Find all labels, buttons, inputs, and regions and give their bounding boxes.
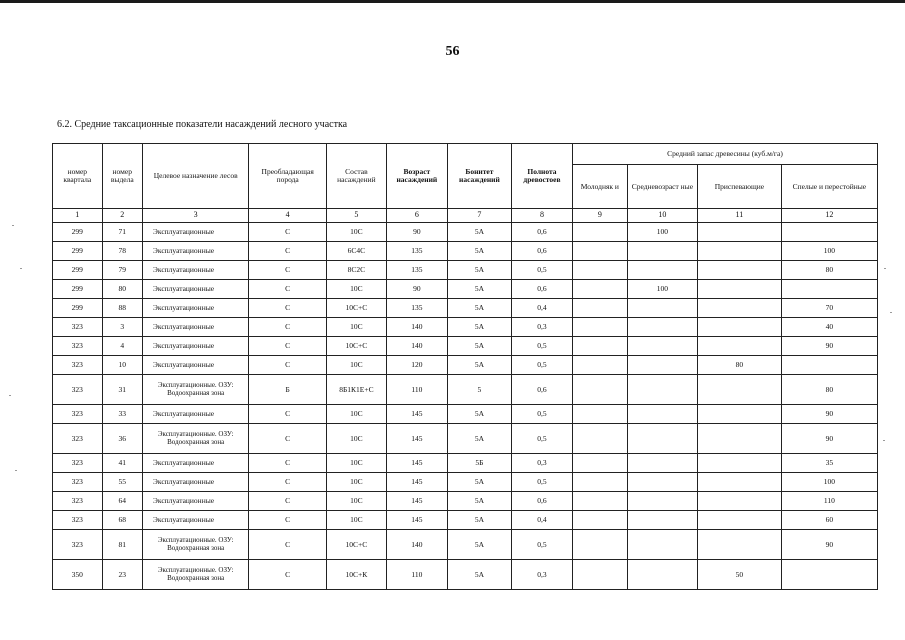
cell-stock-maturing [698,424,782,454]
cell-stock-young [572,261,627,280]
header-middle-aged: Средневозраст ные [627,165,697,209]
scan-speck [15,470,17,471]
header-breed: Преобладающая порода [249,144,327,209]
cell-stock-middle-aged [627,454,697,473]
cell-density: 0,6 [511,242,572,261]
cell-vydel: 3 [102,318,142,337]
cell-stock-mature: 35 [781,454,877,473]
scan-speck [884,268,886,269]
cell-breed: С [249,492,327,511]
table-row [53,492,878,511]
cell-bonitet: 5А [447,424,511,454]
cell-age: 145 [386,473,447,492]
cell-kvartal: 323 [53,405,103,424]
cell-bonitet: 5А [447,318,511,337]
cell-bonitet: 5А [447,280,511,299]
cell-breed: С [249,280,327,299]
cell-stock-maturing [698,492,782,511]
cell-composition: 10С [326,473,386,492]
table-row [53,454,878,473]
cell-stock-middle-aged [627,356,697,375]
cell-stock-young [572,280,627,299]
scan-speck [9,395,11,396]
column-number: 8 [511,209,572,223]
cell-stock-maturing [698,261,782,280]
cell-bonitet: 5А [447,473,511,492]
cell-kvartal: 323 [53,375,103,405]
cell-stock-maturing [698,242,782,261]
cell-stock-maturing [698,299,782,318]
cell-purpose: Эксплуатационные [142,242,248,261]
cell-purpose: Эксплуатационные [142,280,248,299]
cell-composition: 10С [326,454,386,473]
table-row [53,530,878,560]
cell-purpose: Эксплуатационные [142,337,248,356]
cell-breed: С [249,424,327,454]
cell-density: 0,5 [511,405,572,424]
cell-kvartal: 323 [53,424,103,454]
cell-stock-mature [781,560,877,590]
cell-composition: 10С [326,492,386,511]
column-number: 6 [386,209,447,223]
table-row [53,318,878,337]
column-number: 12 [781,209,877,223]
cell-density: 0,3 [511,454,572,473]
cell-stock-middle-aged [627,318,697,337]
table-row [53,223,878,242]
cell-vydel: 68 [102,511,142,530]
cell-vydel: 64 [102,492,142,511]
cell-stock-maturing [698,280,782,299]
column-number: 2 [102,209,142,223]
cell-stock-young [572,424,627,454]
cell-composition: 10С [326,424,386,454]
cell-purpose: Эксплуатационные [142,318,248,337]
header-stock-group: Средний запас древесины (куб.м/га) [572,144,877,165]
cell-kvartal: 350 [53,560,103,590]
cell-kvartal: 299 [53,261,103,280]
cell-kvartal: 323 [53,356,103,375]
cell-stock-maturing: 80 [698,356,782,375]
cell-purpose: Эксплуатационные [142,223,248,242]
table-body [53,223,878,590]
cell-stock-young [572,405,627,424]
cell-density: 0,3 [511,560,572,590]
cell-breed: С [249,473,327,492]
column-number: 9 [572,209,627,223]
cell-stock-mature [781,280,877,299]
taxation-table [52,143,878,590]
cell-stock-middle-aged [627,405,697,424]
cell-age: 135 [386,299,447,318]
cell-bonitet: 5А [447,337,511,356]
cell-density: 0,5 [511,337,572,356]
column-number: 3 [142,209,248,223]
cell-breed: С [249,356,327,375]
cell-kvartal: 323 [53,318,103,337]
cell-stock-young [572,242,627,261]
top-border-line [0,0,905,3]
cell-stock-middle-aged [627,530,697,560]
cell-stock-mature [781,356,877,375]
cell-stock-mature: 100 [781,473,877,492]
cell-density: 0,3 [511,318,572,337]
cell-purpose: Эксплуатационные [142,492,248,511]
cell-age: 145 [386,424,447,454]
table-row [53,375,878,405]
cell-vydel: 80 [102,280,142,299]
cell-purpose: Эксплуатационные [142,473,248,492]
cell-composition: 10С [326,356,386,375]
column-number: 5 [326,209,386,223]
scan-speck [20,268,22,269]
cell-breed: С [249,318,327,337]
cell-breed: С [249,530,327,560]
cell-stock-mature: 60 [781,511,877,530]
cell-stock-young [572,473,627,492]
cell-stock-middle-aged [627,337,697,356]
cell-density: 0,6 [511,375,572,405]
table-row [53,242,878,261]
cell-vydel: 81 [102,530,142,560]
header-bonitet: Бонитет насаждений [447,144,511,209]
cell-breed: С [249,299,327,318]
cell-vydel: 88 [102,299,142,318]
cell-age: 145 [386,454,447,473]
cell-vydel: 31 [102,375,142,405]
cell-stock-middle-aged [627,492,697,511]
page-number: 56 [445,44,460,59]
cell-stock-young [572,492,627,511]
cell-density: 0,4 [511,299,572,318]
table-row [53,405,878,424]
cell-composition: 8С2С [326,261,386,280]
table-row [53,299,878,318]
cell-composition: 8Б1К1Е+С [326,375,386,405]
cell-density: 0,5 [511,356,572,375]
cell-purpose: Эксплуатационные. ОЗУ: Водоохранная зона [142,375,248,405]
cell-bonitet: 5А [447,242,511,261]
cell-stock-mature: 80 [781,375,877,405]
cell-stock-mature: 90 [781,530,877,560]
cell-stock-mature: 70 [781,299,877,318]
cell-bonitet: 5А [447,223,511,242]
cell-bonitet: 5А [447,356,511,375]
cell-bonitet: 5А [447,560,511,590]
cell-stock-mature [781,223,877,242]
cell-composition: 10С+С [326,337,386,356]
cell-stock-young [572,511,627,530]
scan-speck [12,225,14,226]
cell-composition: 10С [326,405,386,424]
cell-stock-maturing [698,405,782,424]
cell-stock-maturing [698,223,782,242]
cell-kvartal: 323 [53,454,103,473]
header-mature: Спелые и перестойные [781,165,877,209]
cell-density: 0,5 [511,424,572,454]
cell-vydel: 33 [102,405,142,424]
cell-stock-maturing [698,530,782,560]
cell-kvartal: 323 [53,530,103,560]
cell-stock-young [572,530,627,560]
cell-composition: 6С4С [326,242,386,261]
header-young: Молодняк и [572,165,627,209]
cell-density: 0,6 [511,492,572,511]
cell-stock-young [572,375,627,405]
header-density: Полнота древостоев [511,144,572,209]
cell-composition: 10С+С [326,299,386,318]
table-row [53,424,878,454]
cell-vydel: 55 [102,473,142,492]
cell-composition: 10С [326,318,386,337]
cell-composition: 10С+К [326,560,386,590]
cell-vydel: 41 [102,454,142,473]
cell-purpose: Эксплуатационные [142,511,248,530]
cell-bonitet: 5 [447,375,511,405]
cell-kvartal: 323 [53,473,103,492]
header-kvartal: номер квартала [53,144,103,209]
cell-stock-mature: 90 [781,337,877,356]
cell-purpose: Эксплуатационные [142,454,248,473]
scan-speck [890,312,892,313]
cell-kvartal: 323 [53,492,103,511]
cell-breed: С [249,223,327,242]
cell-vydel: 10 [102,356,142,375]
column-number: 7 [447,209,511,223]
cell-vydel: 79 [102,261,142,280]
column-number-row [53,209,878,223]
scan-speck [883,440,885,441]
cell-age: 110 [386,375,447,405]
cell-stock-young [572,299,627,318]
cell-kvartal: 299 [53,280,103,299]
cell-composition: 10С [326,280,386,299]
cell-kvartal: 299 [53,223,103,242]
cell-stock-maturing [698,318,782,337]
cell-density: 0,5 [511,261,572,280]
table-row [53,280,878,299]
cell-stock-middle-aged [627,242,697,261]
cell-breed: С [249,337,327,356]
cell-density: 0,4 [511,511,572,530]
cell-stock-young [572,356,627,375]
cell-age: 120 [386,356,447,375]
cell-stock-middle-aged: 100 [627,223,697,242]
cell-breed: С [249,511,327,530]
cell-age: 135 [386,242,447,261]
cell-bonitet: 5А [447,492,511,511]
table-row [53,337,878,356]
cell-stock-middle-aged [627,424,697,454]
cell-stock-maturing [698,473,782,492]
table-row [53,560,878,590]
cell-stock-mature: 90 [781,405,877,424]
cell-density: 0,5 [511,530,572,560]
cell-stock-middle-aged [627,375,697,405]
cell-stock-mature: 100 [781,242,877,261]
cell-vydel: 23 [102,560,142,590]
cell-breed: С [249,242,327,261]
cell-vydel: 4 [102,337,142,356]
cell-stock-maturing: 50 [698,560,782,590]
cell-purpose: Эксплуатационные [142,261,248,280]
cell-kvartal: 299 [53,299,103,318]
cell-age: 140 [386,530,447,560]
cell-stock-maturing [698,511,782,530]
table-row [53,473,878,492]
cell-bonitet: 5А [447,299,511,318]
cell-composition: 10С [326,223,386,242]
cell-stock-middle-aged: 100 [627,280,697,299]
cell-breed: Б [249,375,327,405]
cell-stock-middle-aged [627,261,697,280]
cell-purpose: Эксплуатационные. ОЗУ: Водоохранная зона [142,560,248,590]
cell-stock-mature: 90 [781,424,877,454]
table-row [53,261,878,280]
cell-breed: С [249,560,327,590]
cell-vydel: 36 [102,424,142,454]
cell-composition: 10С+С [326,530,386,560]
cell-density: 0,5 [511,473,572,492]
cell-stock-middle-aged [627,511,697,530]
cell-vydel: 78 [102,242,142,261]
cell-stock-young [572,223,627,242]
cell-stock-young [572,560,627,590]
header-maturing: Приспевающие [698,165,782,209]
cell-density: 0,6 [511,280,572,299]
cell-stock-mature: 110 [781,492,877,511]
cell-bonitet: 5А [447,530,511,560]
cell-stock-middle-aged [627,560,697,590]
column-number: 10 [627,209,697,223]
header-composition: Состав насаждений [326,144,386,209]
cell-stock-young [572,337,627,356]
cell-stock-mature: 80 [781,261,877,280]
table-row [53,356,878,375]
cell-bonitet: 5Б [447,454,511,473]
cell-stock-mature: 40 [781,318,877,337]
cell-stock-middle-aged [627,473,697,492]
cell-stock-middle-aged [627,299,697,318]
header-vydel: номер выдела [102,144,142,209]
cell-age: 110 [386,560,447,590]
cell-age: 145 [386,511,447,530]
cell-bonitet: 5А [447,405,511,424]
cell-breed: С [249,405,327,424]
cell-breed: С [249,454,327,473]
cell-breed: С [249,261,327,280]
cell-bonitet: 5А [447,511,511,530]
cell-age: 140 [386,337,447,356]
cell-purpose: Эксплуатационные. ОЗУ: Водоохранная зона [142,530,248,560]
cell-age: 140 [386,318,447,337]
cell-purpose: Эксплуатационные [142,299,248,318]
cell-age: 145 [386,492,447,511]
cell-kvartal: 323 [53,511,103,530]
cell-vydel: 71 [102,223,142,242]
header-purpose: Целевое назначение лесов [142,144,248,209]
column-number: 1 [53,209,103,223]
cell-age: 90 [386,280,447,299]
cell-kvartal: 323 [53,337,103,356]
section-title: 6.2. Средние таксационные показатели насаждений лесного участка [57,119,348,130]
cell-purpose: Эксплуатационные. ОЗУ: Водоохранная зона [142,424,248,454]
cell-composition: 10С [326,511,386,530]
cell-age: 90 [386,223,447,242]
column-number: 4 [249,209,327,223]
cell-kvartal: 299 [53,242,103,261]
header-age: Возраст насаждений [386,144,447,209]
cell-stock-maturing [698,375,782,405]
cell-age: 135 [386,261,447,280]
cell-stock-young [572,454,627,473]
cell-stock-maturing [698,454,782,473]
column-number: 11 [698,209,782,223]
cell-density: 0,6 [511,223,572,242]
table-row [53,511,878,530]
cell-purpose: Эксплуатационные [142,405,248,424]
cell-purpose: Эксплуатационные [142,356,248,375]
cell-stock-maturing [698,337,782,356]
cell-age: 145 [386,405,447,424]
cell-stock-young [572,318,627,337]
cell-bonitet: 5А [447,261,511,280]
